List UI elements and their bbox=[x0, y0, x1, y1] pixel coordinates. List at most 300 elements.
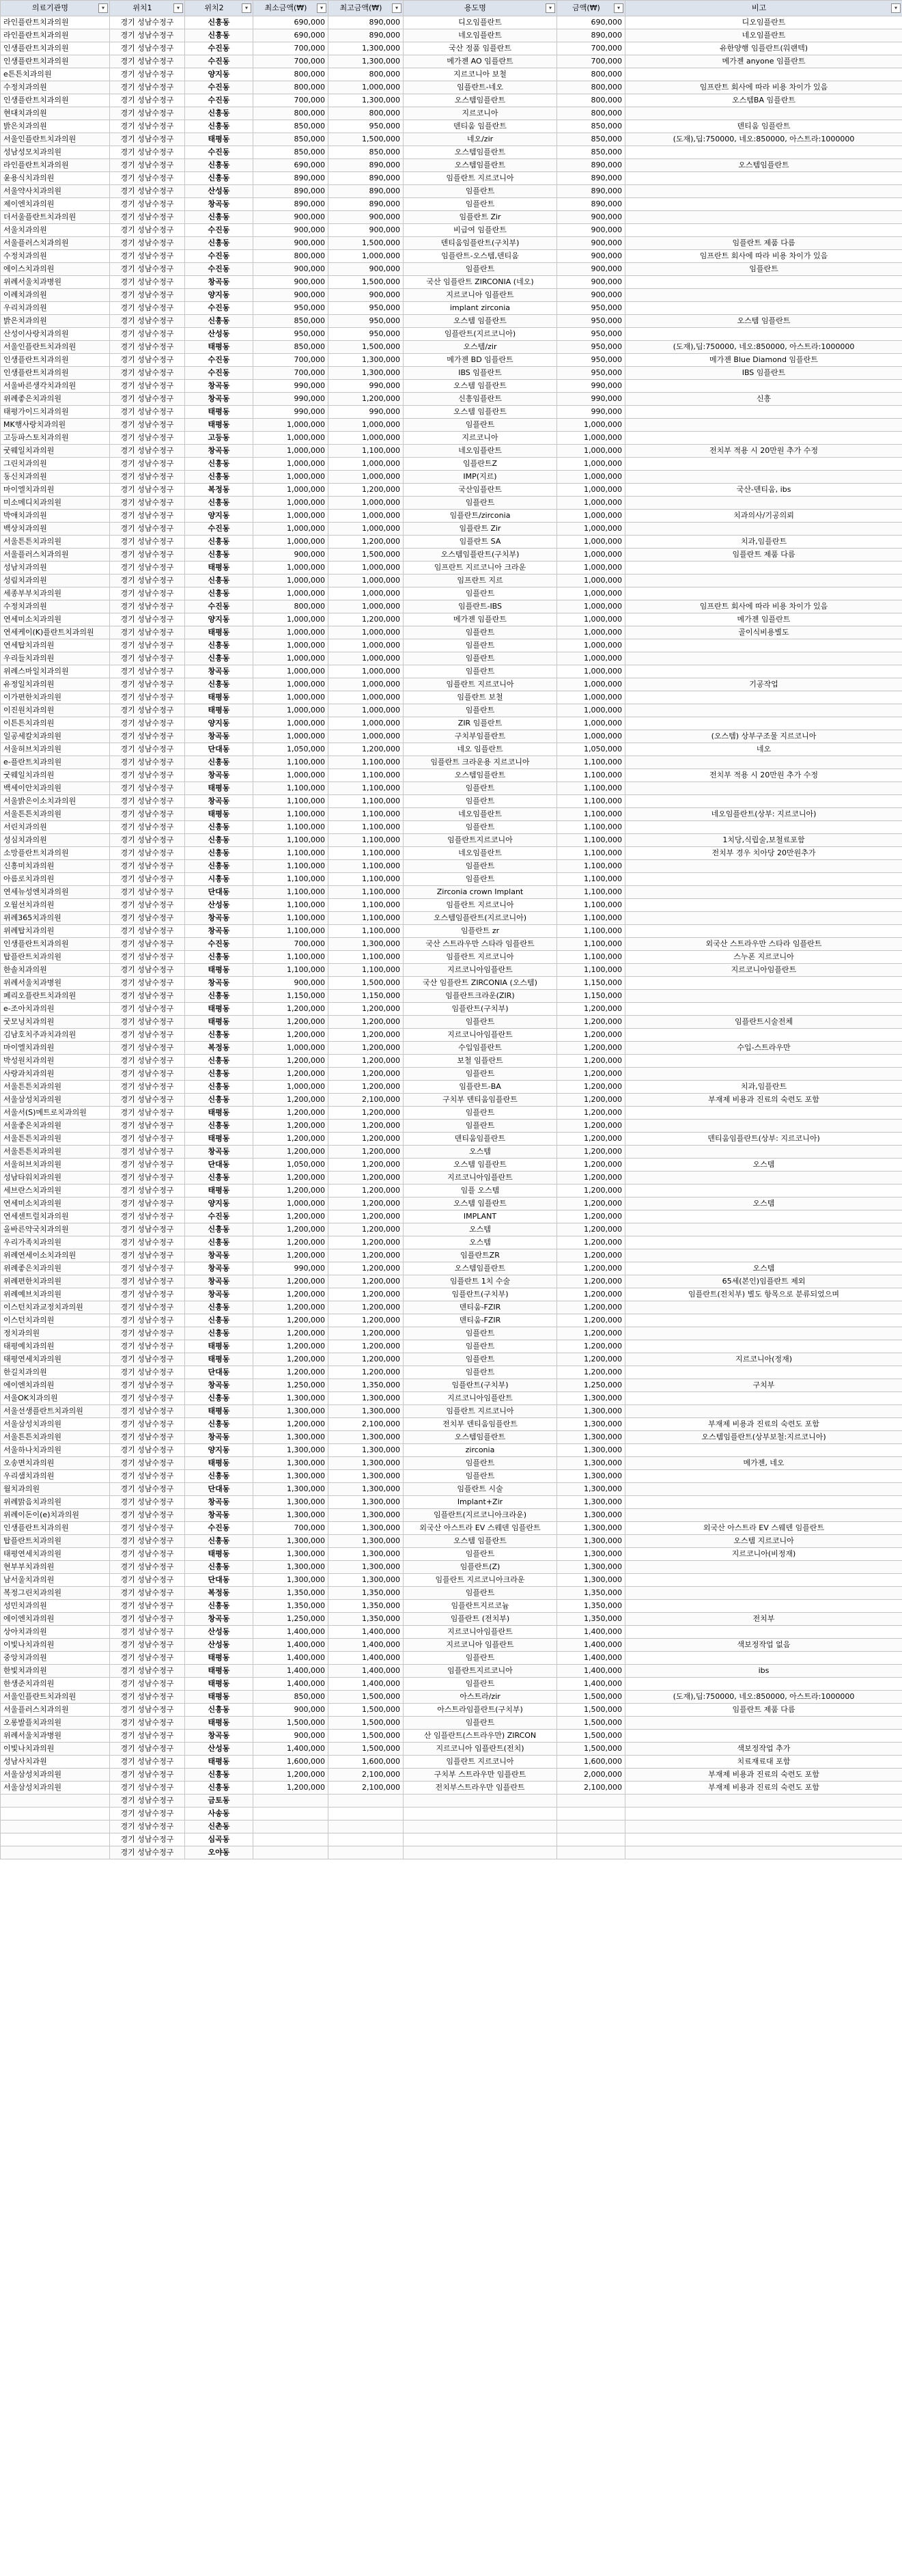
table-cell[interactable]: (도재),딥:750000, 네오:850000, 아스트라:1000000 bbox=[625, 341, 902, 354]
table-cell[interactable]: 서울밝은이소치과의원 bbox=[1, 795, 110, 808]
table-cell[interactable]: 1,300,000 bbox=[328, 938, 404, 951]
table-cell[interactable] bbox=[625, 912, 902, 925]
table-cell[interactable]: 창곡동 bbox=[185, 1146, 253, 1159]
table-cell[interactable]: 외국산 스트라우만 스타라 임플란트 bbox=[625, 938, 902, 951]
table-cell[interactable] bbox=[625, 652, 902, 665]
table-cell[interactable]: 네오임플란트 bbox=[404, 29, 557, 42]
table-cell[interactable]: 경기 성남수정구 bbox=[110, 1197, 185, 1210]
table-cell[interactable]: 900,000 bbox=[253, 977, 328, 990]
table-cell[interactable]: 경기 성남수정구 bbox=[110, 1366, 185, 1379]
table-cell[interactable]: 국산 스트라우만 스타라 임플란트 bbox=[404, 938, 557, 951]
table-cell[interactable]: 창곡동 bbox=[185, 1275, 253, 1288]
table-cell[interactable]: 신흥동 bbox=[185, 159, 253, 172]
table-cell[interactable]: 신흥동 bbox=[185, 1561, 253, 1574]
table-cell[interactable]: 1,500,000 bbox=[328, 237, 404, 250]
table-cell[interactable]: 1,300,000 bbox=[253, 1431, 328, 1444]
table-cell[interactable]: 850,000 bbox=[253, 120, 328, 133]
table-cell[interactable]: 1,400,000 bbox=[253, 1626, 328, 1639]
table-cell[interactable]: 성심치과의원 bbox=[1, 834, 110, 847]
table-cell[interactable]: 임플란트 bbox=[404, 1016, 557, 1029]
table-cell[interactable] bbox=[625, 1509, 902, 1522]
table-cell[interactable]: 임플란트 bbox=[404, 1652, 557, 1665]
table-cell[interactable]: 서울인플란트치과의원 bbox=[1, 133, 110, 146]
table-cell[interactable]: 오스템임플란트 bbox=[404, 159, 557, 172]
table-cell[interactable]: 서울허브치과의원 bbox=[1, 1159, 110, 1172]
table-cell[interactable]: 한솔치과의원 bbox=[1, 964, 110, 977]
table-cell[interactable]: 800,000 bbox=[557, 68, 625, 81]
table-cell[interactable]: 1,500,000 bbox=[557, 1704, 625, 1717]
table-cell[interactable]: 1,200,000 bbox=[328, 613, 404, 626]
table-cell[interactable] bbox=[625, 1185, 902, 1197]
table-cell[interactable]: 세종부부치과의원 bbox=[1, 587, 110, 600]
table-cell[interactable]: 서울플러스치과의원 bbox=[1, 237, 110, 250]
table-cell[interactable]: 경기 성남수정구 bbox=[110, 1418, 185, 1431]
table-cell[interactable]: 지르코니아임플란트 bbox=[404, 964, 557, 977]
table-cell[interactable] bbox=[625, 990, 902, 1003]
table-cell[interactable]: 서울OK치과의원 bbox=[1, 1392, 110, 1405]
table-cell[interactable]: 1,100,000 bbox=[557, 756, 625, 769]
table-cell[interactable]: 임플란트 bbox=[404, 704, 557, 717]
table-cell[interactable]: 신흥동 bbox=[185, 1782, 253, 1795]
table-cell[interactable]: 태평동 bbox=[185, 1185, 253, 1197]
table-cell[interactable]: 경기 성남수정구 bbox=[110, 912, 185, 925]
table-cell[interactable]: 1,200,000 bbox=[328, 743, 404, 756]
table-cell[interactable] bbox=[625, 1340, 902, 1353]
table-cell[interactable]: 900,000 bbox=[328, 263, 404, 276]
table-cell[interactable] bbox=[253, 1808, 328, 1820]
table-cell[interactable]: 1,300,000 bbox=[557, 1457, 625, 1470]
table-cell[interactable] bbox=[1, 1846, 110, 1859]
table-cell[interactable]: 오스템임플란트 bbox=[404, 146, 557, 159]
table-cell[interactable]: 1,100,000 bbox=[557, 899, 625, 912]
table-cell[interactable]: 경기 성남수정구 bbox=[110, 237, 185, 250]
table-cell[interactable]: 구치부 스트라우만 임플란트 bbox=[404, 1769, 557, 1782]
table-cell[interactable]: 신흥동 bbox=[185, 1535, 253, 1548]
table-cell[interactable]: 창곡동 bbox=[185, 1431, 253, 1444]
table-cell[interactable]: 890,000 bbox=[253, 198, 328, 211]
table-cell[interactable]: 탑플란트치과의원 bbox=[1, 951, 110, 964]
table-cell[interactable]: 태평동 bbox=[185, 1353, 253, 1366]
table-cell[interactable] bbox=[625, 587, 902, 600]
table-cell[interactable]: 1,100,000 bbox=[557, 782, 625, 795]
table-cell[interactable]: 1,000,000 bbox=[253, 678, 328, 691]
table-cell[interactable]: 700,000 bbox=[253, 367, 328, 380]
table-cell[interactable]: 2,100,000 bbox=[328, 1094, 404, 1107]
table-cell[interactable]: 수진동 bbox=[185, 523, 253, 536]
table-cell[interactable]: 탑플란트치과의원 bbox=[1, 1535, 110, 1548]
table-cell[interactable]: 태평동 bbox=[185, 1003, 253, 1016]
table-cell[interactable]: 990,000 bbox=[557, 380, 625, 393]
table-cell[interactable]: 국산 임플란트 ZIRCONIA (오스템) bbox=[404, 977, 557, 990]
table-cell[interactable]: 1,200,000 bbox=[557, 1042, 625, 1055]
table-cell[interactable]: 1,600,000 bbox=[328, 1756, 404, 1769]
table-cell[interactable]: 경기 성남수정구 bbox=[110, 1717, 185, 1730]
table-cell[interactable]: 경기 성남수정구 bbox=[110, 847, 185, 860]
table-cell[interactable]: 산성동 bbox=[185, 1743, 253, 1756]
table-cell[interactable]: 경기 성남수정구 bbox=[110, 1444, 185, 1457]
table-cell[interactable]: 1,150,000 bbox=[557, 977, 625, 990]
table-cell[interactable]: 1,000,000 bbox=[557, 691, 625, 704]
table-cell[interactable]: 1,100,000 bbox=[557, 938, 625, 951]
table-cell[interactable]: 경기 성남수정구 bbox=[110, 1782, 185, 1795]
table-cell[interactable]: 임플란트 bbox=[404, 1678, 557, 1691]
table-cell[interactable]: 수진동 bbox=[185, 302, 253, 315]
table-cell[interactable]: 창곡동 bbox=[185, 198, 253, 211]
table-cell[interactable]: 1,000,000 bbox=[557, 484, 625, 497]
table-cell[interactable]: 890,000 bbox=[328, 159, 404, 172]
table-cell[interactable]: 1,000,000 bbox=[328, 665, 404, 678]
table-cell[interactable]: 지르코니아임플란트 bbox=[404, 1392, 557, 1405]
table-cell[interactable]: 1,350,000 bbox=[328, 1600, 404, 1613]
table-cell[interactable]: 네오임플란트(상부: 지르코니아) bbox=[625, 808, 902, 821]
table-cell[interactable]: 900,000 bbox=[253, 263, 328, 276]
table-cell[interactable]: 1,200,000 bbox=[328, 1146, 404, 1159]
column-header[interactable] bbox=[557, 1, 625, 16]
table-cell[interactable]: 경기 성남수정구 bbox=[110, 172, 185, 185]
table-cell[interactable]: 경기 성남수정구 bbox=[110, 1405, 185, 1418]
table-cell[interactable]: 지르코니아임플란트 bbox=[404, 1029, 557, 1042]
table-cell[interactable]: 경기 성남수정구 bbox=[110, 1120, 185, 1133]
table-cell[interactable]: 임프란트 회사에 따라 비용 차이가 있음 bbox=[625, 600, 902, 613]
table-cell[interactable]: 지르코니아 bbox=[404, 107, 557, 120]
table-cell[interactable]: 임플란트 지르코니아 bbox=[404, 899, 557, 912]
table-cell[interactable]: 1,300,000 bbox=[557, 1431, 625, 1444]
table-cell[interactable]: 1,200,000 bbox=[253, 1301, 328, 1314]
table-cell[interactable] bbox=[625, 1820, 902, 1833]
table-cell[interactable]: 경기 성남수정구 bbox=[110, 665, 185, 678]
table-cell[interactable]: 1,200,000 bbox=[253, 1249, 328, 1262]
table-cell[interactable]: 임플란트 지르코니아 bbox=[404, 1756, 557, 1769]
table-cell[interactable]: 1,000,000 bbox=[328, 81, 404, 94]
table-cell[interactable] bbox=[625, 497, 902, 510]
table-cell[interactable]: 메가젠 anyone 임플란트 bbox=[625, 55, 902, 68]
table-cell[interactable]: 밝은치과의원 bbox=[1, 120, 110, 133]
table-cell[interactable]: 수정치과의원 bbox=[1, 250, 110, 263]
table-cell[interactable]: 1,300,000 bbox=[328, 1574, 404, 1587]
table-cell[interactable]: 전치부 적용 시 20만원 추가 수정 bbox=[625, 445, 902, 458]
table-cell[interactable]: 에이엔치과의원 bbox=[1, 1613, 110, 1626]
filter-dropdown-icon[interactable]: ▾ bbox=[98, 3, 108, 13]
table-cell[interactable]: 900,000 bbox=[557, 237, 625, 250]
table-cell[interactable]: 경기 성남수정구 bbox=[110, 574, 185, 587]
table-cell[interactable] bbox=[625, 717, 902, 730]
table-cell[interactable]: 990,000 bbox=[328, 380, 404, 393]
table-cell[interactable]: 신흥동 bbox=[185, 107, 253, 120]
table-cell[interactable]: 1,100,000 bbox=[328, 445, 404, 458]
table-cell[interactable]: 800,000 bbox=[557, 81, 625, 94]
table-cell[interactable]: 심곡동 bbox=[185, 1833, 253, 1846]
table-cell[interactable]: 임플란트 SA bbox=[404, 536, 557, 549]
table-cell[interactable]: 1,200,000 bbox=[557, 1366, 625, 1379]
table-cell[interactable] bbox=[625, 1470, 902, 1483]
table-cell[interactable]: 1,000,000 bbox=[253, 626, 328, 639]
table-cell[interactable]: 태평동 bbox=[185, 1133, 253, 1146]
filter-dropdown-icon[interactable]: ▾ bbox=[317, 3, 326, 13]
table-cell[interactable]: 1,350,000 bbox=[557, 1600, 625, 1613]
table-cell[interactable]: 임플란트 제품 다름 bbox=[625, 237, 902, 250]
table-cell[interactable]: 임플란트 Zir bbox=[404, 523, 557, 536]
table-cell[interactable]: 경기 성남수정구 bbox=[110, 250, 185, 263]
table-cell[interactable]: 700,000 bbox=[253, 42, 328, 55]
table-cell[interactable]: 연세센트럴치과의원 bbox=[1, 1210, 110, 1223]
table-cell[interactable]: 신흥동 bbox=[185, 1418, 253, 1431]
table-cell[interactable]: 태평동 bbox=[185, 1405, 253, 1418]
table-cell[interactable]: 1,350,000 bbox=[253, 1600, 328, 1613]
table-cell[interactable]: 위례서울치과병원 bbox=[1, 977, 110, 990]
table-cell[interactable]: 1,200,000 bbox=[253, 1120, 328, 1133]
table-cell[interactable]: 1,200,000 bbox=[253, 1055, 328, 1068]
table-cell[interactable]: 700,000 bbox=[253, 938, 328, 951]
table-cell[interactable] bbox=[625, 1574, 902, 1587]
table-cell[interactable]: 서울튼튼치과의원 bbox=[1, 536, 110, 549]
table-cell[interactable]: 1,300,000 bbox=[328, 94, 404, 107]
table-cell[interactable]: 신흥동 bbox=[185, 652, 253, 665]
table-cell[interactable] bbox=[404, 1808, 557, 1820]
table-cell[interactable]: 1,300,000 bbox=[557, 1548, 625, 1561]
table-cell[interactable]: 1,200,000 bbox=[253, 1094, 328, 1107]
table-cell[interactable]: 1,000,000 bbox=[253, 510, 328, 523]
table-cell[interactable]: 1,100,000 bbox=[557, 912, 625, 925]
table-cell[interactable] bbox=[625, 899, 902, 912]
table-cell[interactable]: 임플란트 지르코니아 bbox=[404, 1405, 557, 1418]
table-cell[interactable] bbox=[625, 276, 902, 289]
table-cell[interactable]: 890,000 bbox=[557, 185, 625, 198]
table-cell[interactable]: 1,200,000 bbox=[253, 1210, 328, 1223]
table-cell[interactable] bbox=[625, 302, 902, 315]
table-cell[interactable]: 네오임플란트 bbox=[404, 847, 557, 860]
table-cell[interactable]: 성민치과의원 bbox=[1, 1600, 110, 1613]
table-cell[interactable]: 900,000 bbox=[253, 549, 328, 562]
table-cell[interactable]: 1,200,000 bbox=[557, 1197, 625, 1210]
table-cell[interactable]: IBS 임플란트 bbox=[625, 367, 902, 380]
table-cell[interactable]: 경기 성남수정구 bbox=[110, 704, 185, 717]
table-cell[interactable]: 임플란트 bbox=[404, 1457, 557, 1470]
table-cell[interactable]: 남서울치과의원 bbox=[1, 1574, 110, 1587]
table-cell[interactable]: 경기 성남수정구 bbox=[110, 1094, 185, 1107]
table-cell[interactable]: 수진동 bbox=[185, 263, 253, 276]
table-cell[interactable]: 창곡동 bbox=[185, 795, 253, 808]
table-cell[interactable]: 메가젠, 네오 bbox=[625, 1457, 902, 1470]
table-cell[interactable] bbox=[625, 146, 902, 159]
table-cell[interactable]: 경기 성남수정구 bbox=[110, 211, 185, 224]
table-cell[interactable]: 1,300,000 bbox=[557, 1392, 625, 1405]
table-cell[interactable]: 1,400,000 bbox=[328, 1626, 404, 1639]
table-cell[interactable]: 태평동 bbox=[185, 704, 253, 717]
table-cell[interactable]: 1,350,000 bbox=[328, 1587, 404, 1600]
table-cell[interactable]: 태평예치과의원 bbox=[1, 1340, 110, 1353]
table-cell[interactable]: 경기 성남수정구 bbox=[110, 107, 185, 120]
table-cell[interactable]: 1,100,000 bbox=[328, 834, 404, 847]
table-cell[interactable] bbox=[625, 1172, 902, 1185]
table-cell[interactable]: 산성동 bbox=[185, 1626, 253, 1639]
table-cell[interactable]: 경기 성남수정구 bbox=[110, 42, 185, 55]
table-cell[interactable]: 미소메디치과의원 bbox=[1, 497, 110, 510]
table-cell[interactable]: 경기 성남수정구 bbox=[110, 769, 185, 782]
table-cell[interactable]: 1,000,000 bbox=[557, 458, 625, 471]
table-cell[interactable]: 1,200,000 bbox=[557, 1314, 625, 1327]
table-cell[interactable]: 임플란트 제품 다름 bbox=[625, 1704, 902, 1717]
table-cell[interactable]: 1,250,000 bbox=[253, 1379, 328, 1392]
table-cell[interactable]: 2,100,000 bbox=[328, 1782, 404, 1795]
table-cell[interactable]: 인생플란트치과의원 bbox=[1, 1522, 110, 1535]
table-cell[interactable]: 800,000 bbox=[253, 600, 328, 613]
table-cell[interactable]: 1,000,000 bbox=[253, 587, 328, 600]
table-cell[interactable] bbox=[625, 886, 902, 899]
table-cell[interactable]: 단대동 bbox=[185, 1366, 253, 1379]
table-cell[interactable]: 1,300,000 bbox=[253, 1470, 328, 1483]
table-cell[interactable] bbox=[625, 432, 902, 445]
table-cell[interactable] bbox=[328, 1846, 404, 1859]
table-cell[interactable]: 신흥동 bbox=[185, 951, 253, 964]
table-cell[interactable]: 1,100,000 bbox=[328, 860, 404, 873]
table-cell[interactable]: 1,100,000 bbox=[253, 847, 328, 860]
table-cell[interactable]: 경기 성남수정구 bbox=[110, 1288, 185, 1301]
table-cell[interactable] bbox=[557, 1795, 625, 1808]
table-cell[interactable]: 1,400,000 bbox=[328, 1665, 404, 1678]
table-cell[interactable]: 경기 성남수정구 bbox=[110, 1340, 185, 1353]
table-cell[interactable]: 1,300,000 bbox=[253, 1483, 328, 1496]
table-cell[interactable]: 연세케이(K)플란트치과의원 bbox=[1, 626, 110, 639]
table-cell[interactable]: 경기 성남수정구 bbox=[110, 626, 185, 639]
table-cell[interactable]: 1,200,000 bbox=[253, 1003, 328, 1016]
table-cell[interactable]: 경기 성남수정구 bbox=[110, 497, 185, 510]
table-cell[interactable]: 라인플란트치과의원 bbox=[1, 29, 110, 42]
table-cell[interactable]: 창곡동 bbox=[185, 380, 253, 393]
table-cell[interactable]: 1,000,000 bbox=[328, 639, 404, 652]
table-cell[interactable]: 오스템 bbox=[625, 1159, 902, 1172]
table-cell[interactable] bbox=[625, 1327, 902, 1340]
table-cell[interactable]: 임플란트 bbox=[404, 626, 557, 639]
table-cell[interactable]: 서울삼성치과의원 bbox=[1, 1418, 110, 1431]
table-cell[interactable]: 임플란트(지르코니아) bbox=[404, 328, 557, 341]
table-cell[interactable]: 서울치과의원 bbox=[1, 224, 110, 237]
table-cell[interactable]: 수진동 bbox=[185, 1210, 253, 1223]
table-cell[interactable]: 890,000 bbox=[328, 29, 404, 42]
table-cell[interactable]: 1,300,000 bbox=[253, 1561, 328, 1574]
table-cell[interactable]: 1,200,000 bbox=[253, 1288, 328, 1301]
table-cell[interactable]: 경기 성남수정구 bbox=[110, 730, 185, 743]
table-cell[interactable]: 900,000 bbox=[253, 237, 328, 250]
table-cell[interactable]: 메가젠 임플란트 bbox=[404, 613, 557, 626]
table-cell[interactable]: 1,000,000 bbox=[253, 730, 328, 743]
table-cell[interactable]: 1,400,000 bbox=[557, 1652, 625, 1665]
table-cell[interactable]: 임플란트지르코니아 bbox=[404, 834, 557, 847]
table-cell[interactable]: 1,200,000 bbox=[557, 1210, 625, 1223]
table-cell[interactable]: 경기 성남수정구 bbox=[110, 29, 185, 42]
table-cell[interactable]: 창곡동 bbox=[185, 1249, 253, 1262]
table-cell[interactable]: 1,200,000 bbox=[557, 1223, 625, 1236]
table-cell[interactable]: 아스트라임플란트(구치부) bbox=[404, 1704, 557, 1717]
table-cell[interactable]: 창곡동 bbox=[185, 393, 253, 406]
table-cell[interactable]: 1,000,000 bbox=[328, 458, 404, 471]
table-cell[interactable]: 경기 성남수정구 bbox=[110, 276, 185, 289]
table-cell[interactable]: 경기 성남수정구 bbox=[110, 886, 185, 899]
table-cell[interactable]: 임플란트-오스템,덴티움 bbox=[404, 250, 557, 263]
table-cell[interactable]: 서울튼튼치과의원 bbox=[1, 1431, 110, 1444]
table-cell[interactable]: 경기 성남수정구 bbox=[110, 1587, 185, 1600]
table-cell[interactable]: 1,000,000 bbox=[328, 562, 404, 574]
table-cell[interactable]: 임플란트 bbox=[404, 795, 557, 808]
table-cell[interactable]: 경기 성남수정구 bbox=[110, 1613, 185, 1626]
table-cell[interactable]: 단대동 bbox=[185, 1159, 253, 1172]
table-cell[interactable]: 신흥동 bbox=[185, 237, 253, 250]
table-cell[interactable]: 수정치과의원 bbox=[1, 600, 110, 613]
table-cell[interactable]: 경기 성남수정구 bbox=[110, 133, 185, 146]
column-header[interactable] bbox=[625, 1, 902, 16]
table-cell[interactable]: 1,400,000 bbox=[253, 1665, 328, 1678]
table-cell[interactable]: 690,000 bbox=[557, 16, 625, 29]
table-cell[interactable]: 1,200,000 bbox=[253, 1236, 328, 1249]
table-cell[interactable]: 950,000 bbox=[557, 315, 625, 328]
table-cell[interactable]: 메가젠 임플란트 bbox=[625, 613, 902, 626]
table-cell[interactable]: 수진동 bbox=[185, 55, 253, 68]
table-cell[interactable] bbox=[404, 1846, 557, 1859]
table-cell[interactable]: 1,500,000 bbox=[557, 1730, 625, 1743]
table-cell[interactable]: 1,200,000 bbox=[253, 1353, 328, 1366]
table-cell[interactable]: 국산 정품 임플란트 bbox=[404, 42, 557, 55]
table-cell[interactable] bbox=[625, 1652, 902, 1665]
table-cell[interactable]: 경기 성남수정구 bbox=[110, 639, 185, 652]
table-cell[interactable]: 850,000 bbox=[557, 133, 625, 146]
table-cell[interactable]: 1,200,000 bbox=[557, 1327, 625, 1340]
table-cell[interactable]: 이례치과의원 bbox=[1, 289, 110, 302]
table-cell[interactable]: 1,200,000 bbox=[328, 1262, 404, 1275]
table-cell[interactable]: 복정동 bbox=[185, 1042, 253, 1055]
table-cell[interactable]: 경기 성남수정구 bbox=[110, 1548, 185, 1561]
table-cell[interactable]: 1,300,000 bbox=[328, 1496, 404, 1509]
table-cell[interactable]: 신흥동 bbox=[185, 821, 253, 834]
table-cell[interactable]: 1,200,000 bbox=[328, 1055, 404, 1068]
table-cell[interactable]: 1,200,000 bbox=[253, 1418, 328, 1431]
table-cell[interactable]: 1,200,000 bbox=[328, 1016, 404, 1029]
table-cell[interactable]: 1,000,000 bbox=[253, 419, 328, 432]
table-cell[interactable]: 태평동 bbox=[185, 808, 253, 821]
table-cell[interactable]: 경기 성남수정구 bbox=[110, 1470, 185, 1483]
table-cell[interactable]: 1,200,000 bbox=[328, 1042, 404, 1055]
table-cell[interactable]: 경기 성남수정구 bbox=[110, 1353, 185, 1366]
table-cell[interactable]: 경기 성남수정구 bbox=[110, 367, 185, 380]
column-header[interactable] bbox=[404, 1, 557, 16]
table-cell[interactable] bbox=[625, 1444, 902, 1457]
table-cell[interactable]: 1,000,000 bbox=[557, 626, 625, 639]
table-cell[interactable]: 900,000 bbox=[253, 1704, 328, 1717]
table-cell[interactable]: 오스템 임플란트 bbox=[404, 1197, 557, 1210]
table-cell[interactable]: 산 임플란트(스트라우만) ZIRCON bbox=[404, 1730, 557, 1743]
table-cell[interactable] bbox=[625, 1600, 902, 1613]
table-cell[interactable]: 이진원치과의원 bbox=[1, 704, 110, 717]
table-cell[interactable]: 1,400,000 bbox=[328, 1678, 404, 1691]
table-cell[interactable] bbox=[625, 1223, 902, 1236]
table-cell[interactable]: 임플란트 bbox=[404, 1470, 557, 1483]
table-cell[interactable]: 1,300,000 bbox=[557, 1496, 625, 1509]
table-cell[interactable]: 890,000 bbox=[253, 172, 328, 185]
table-cell[interactable] bbox=[625, 1107, 902, 1120]
table-cell[interactable]: 1,300,000 bbox=[557, 1535, 625, 1548]
table-cell[interactable]: 1,300,000 bbox=[253, 1574, 328, 1587]
table-cell[interactable] bbox=[328, 1820, 404, 1833]
table-cell[interactable]: 태평동 bbox=[185, 1548, 253, 1561]
table-cell[interactable]: 전치부 적용 시 20만원 추가 수정 bbox=[625, 769, 902, 782]
table-cell[interactable]: 800,000 bbox=[328, 68, 404, 81]
table-cell[interactable]: 경기 성남수정구 bbox=[110, 1431, 185, 1444]
table-cell[interactable]: 1,100,000 bbox=[328, 912, 404, 925]
table-cell[interactable] bbox=[253, 1846, 328, 1859]
table-cell[interactable] bbox=[625, 328, 902, 341]
table-cell[interactable]: 1,200,000 bbox=[557, 1133, 625, 1146]
table-cell[interactable]: 경기 성남수정구 bbox=[110, 419, 185, 432]
table-cell[interactable]: 창곡동 bbox=[185, 1262, 253, 1275]
table-cell[interactable]: 경기 성남수정구 bbox=[110, 743, 185, 756]
